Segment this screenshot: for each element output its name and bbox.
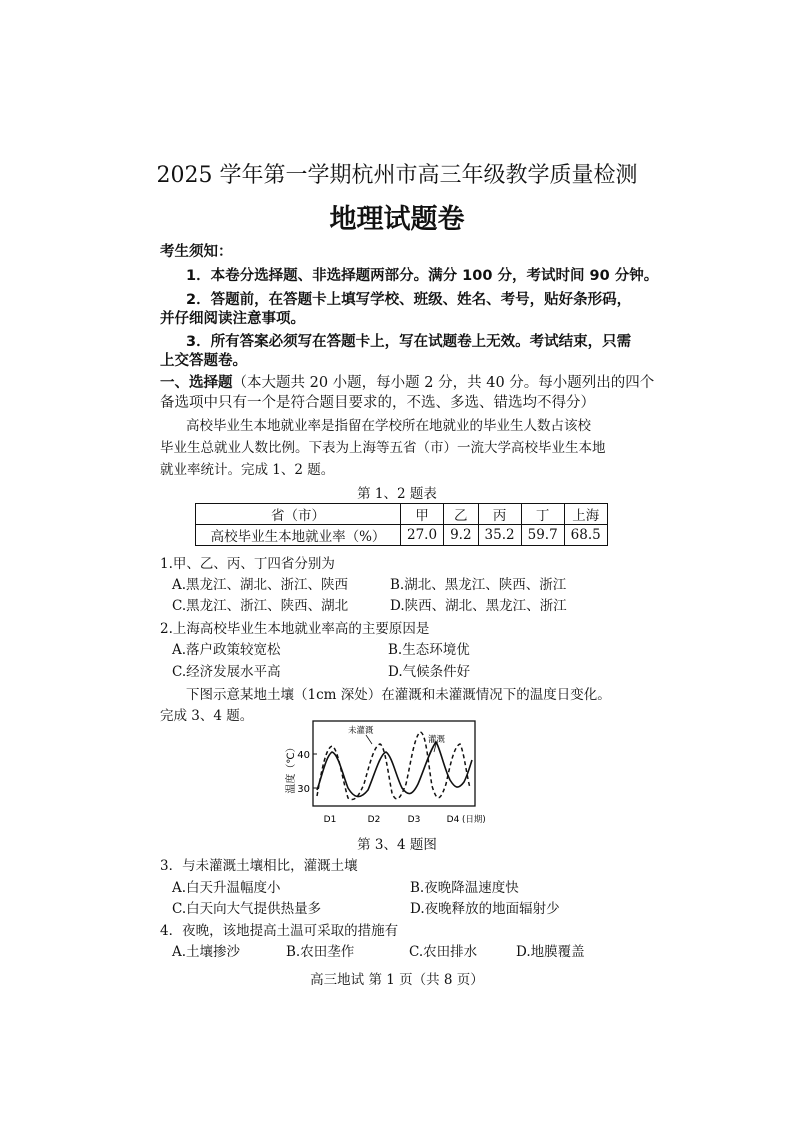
table-cell: 59.7 bbox=[521, 525, 564, 546]
q2-option-c: C.经济发展水平高 bbox=[172, 664, 281, 680]
page-footer: 高三地试 第 1 页（共 8 页） bbox=[310, 972, 484, 988]
notice-item-3-line-1: 3．所有答案必须写在答题卡上，写在试题卷上无效。考试结束，只需 bbox=[186, 334, 632, 350]
table-cell: 27.0 bbox=[401, 525, 444, 546]
ytick-30-label: 30 bbox=[297, 784, 310, 795]
notice-item-1: 1．本卷分选择题、非选择题两部分。满分 100 分，考试时间 90 分钟。 bbox=[186, 268, 659, 284]
table-col-bing: 丙 bbox=[478, 504, 521, 525]
table-cell: 68.5 bbox=[564, 525, 607, 546]
soil-temperature-figure bbox=[280, 718, 500, 830]
xtick-d4: D4 bbox=[446, 815, 460, 825]
xaxis-unit: (日期) bbox=[462, 815, 486, 825]
q2-option-b: B.生态环境优 bbox=[388, 642, 470, 658]
employment-rate-table bbox=[195, 503, 608, 546]
notice-item-3-line-2: 上交答题卷。 bbox=[160, 353, 247, 369]
figure-ylabel: 温度（℃） bbox=[286, 742, 297, 794]
table-cell: 9.2 bbox=[444, 525, 478, 546]
passage-2-line-1: 下图示意某地土壤（1cm 深处）在灌溉和未灌溉情况下的温度日变化。 bbox=[186, 687, 611, 703]
notice-heading: 考生须知： bbox=[160, 244, 233, 260]
table-col-ding: 丁 bbox=[521, 504, 564, 525]
passage-1-line-2: 毕业生总就业人数比例。下表为上海等五省（市）一流大学高校毕业生本地 bbox=[160, 440, 606, 456]
ytick-40-label: 40 bbox=[297, 750, 310, 761]
q2-option-a: A.落户政策较宽松 bbox=[172, 642, 281, 658]
q4-option-b: B.农田垄作 bbox=[286, 944, 355, 960]
q2-option-d: D.气候条件好 bbox=[388, 664, 471, 680]
section-1-label: 一、选择题 bbox=[160, 375, 233, 391]
section-1-desc-line-2: 备选项中只有一个是符合题目要求的，不选、多选、错选均不得分） bbox=[160, 395, 595, 411]
table-cell: 35.2 bbox=[478, 525, 521, 546]
table-col-jia: 甲 bbox=[401, 504, 444, 525]
q1-option-c: C.黑龙江、浙江、陕西、湖北 bbox=[172, 598, 349, 614]
table-header-row bbox=[196, 504, 608, 525]
notice-item-2-line-1: 2．答题前，在答题卡上填写学校、班级、姓名、考号，贴好条形码， bbox=[186, 292, 632, 308]
passage-1-line-1: 高校毕业生本地就业率是指留在学校所在地就业的毕业生人数占该校 bbox=[186, 418, 591, 434]
q3-option-b: B.夜晚降温速度快 bbox=[410, 880, 519, 896]
q4-option-d: D.地膜覆盖 bbox=[516, 944, 585, 960]
passage-2-line-2: 完成 3、4 题。 bbox=[160, 708, 254, 724]
table-row bbox=[196, 525, 608, 546]
table-header-label: 省（市） bbox=[196, 504, 401, 525]
q4-stem: 4．夜晚，该地提高土温可采取的措施有 bbox=[160, 923, 399, 939]
table-col-yi: 乙 bbox=[444, 504, 478, 525]
q1-option-a: A.黑龙江、湖北、浙江、陕西 bbox=[172, 577, 349, 593]
q3-stem: 3．与未灌溉土壤相比，灌溉土壤 bbox=[160, 858, 358, 874]
section-1-desc-line-1: （本大题共 20 小题，每小题 2 分，共 40 分。每小题列出的四个 bbox=[232, 375, 655, 391]
q1-option-d: D.陕西、湖北、黑龙江、浙江 bbox=[390, 598, 567, 614]
legend-irrigated: 灌溉 bbox=[428, 735, 446, 745]
xtick-d1: D1 bbox=[323, 815, 337, 825]
q4-option-c: C.农田排水 bbox=[409, 944, 478, 960]
xtick-d3: D3 bbox=[407, 815, 421, 825]
q3-option-a: A.白天升温幅度小 bbox=[172, 880, 281, 896]
xtick-d2: D2 bbox=[367, 815, 381, 825]
q3-option-d: D.夜晚释放的地面辐射少 bbox=[410, 901, 560, 917]
figure-caption: 第 3、4 题图 bbox=[357, 837, 437, 853]
q2-stem: 2.上海高校毕业生本地就业率高的主要原因是 bbox=[160, 621, 430, 637]
notice-item-2-line-2: 并仔细阅读注意事项。 bbox=[160, 311, 305, 327]
table-row-label: 高校毕业生本地就业率（%） bbox=[196, 525, 401, 546]
q3-option-c: C.白天向大气提供热量多 bbox=[172, 901, 322, 917]
q1-stem: 1.甲、乙、丙、丁四省分别为 bbox=[160, 556, 335, 572]
passage-1-line-3: 就业率统计。完成 1、2 题。 bbox=[160, 462, 335, 478]
exam-title: 2025 学年第一学期杭州市高三年级教学质量检测 bbox=[156, 163, 638, 188]
exam-subtitle: 地理试题卷 bbox=[329, 204, 465, 235]
section-1-intro bbox=[160, 371, 654, 392]
table-caption: 第 1、2 题表 bbox=[357, 486, 437, 502]
q4-option-a: A.土壤掺沙 bbox=[172, 944, 241, 960]
legend-unirrigated-pointer bbox=[366, 735, 372, 744]
q1-option-b: B.湖北、黑龙江、陕西、浙江 bbox=[390, 577, 567, 593]
table-col-shanghai: 上海 bbox=[564, 504, 607, 525]
legend-unirrigated: 未灌溉 bbox=[348, 726, 374, 736]
